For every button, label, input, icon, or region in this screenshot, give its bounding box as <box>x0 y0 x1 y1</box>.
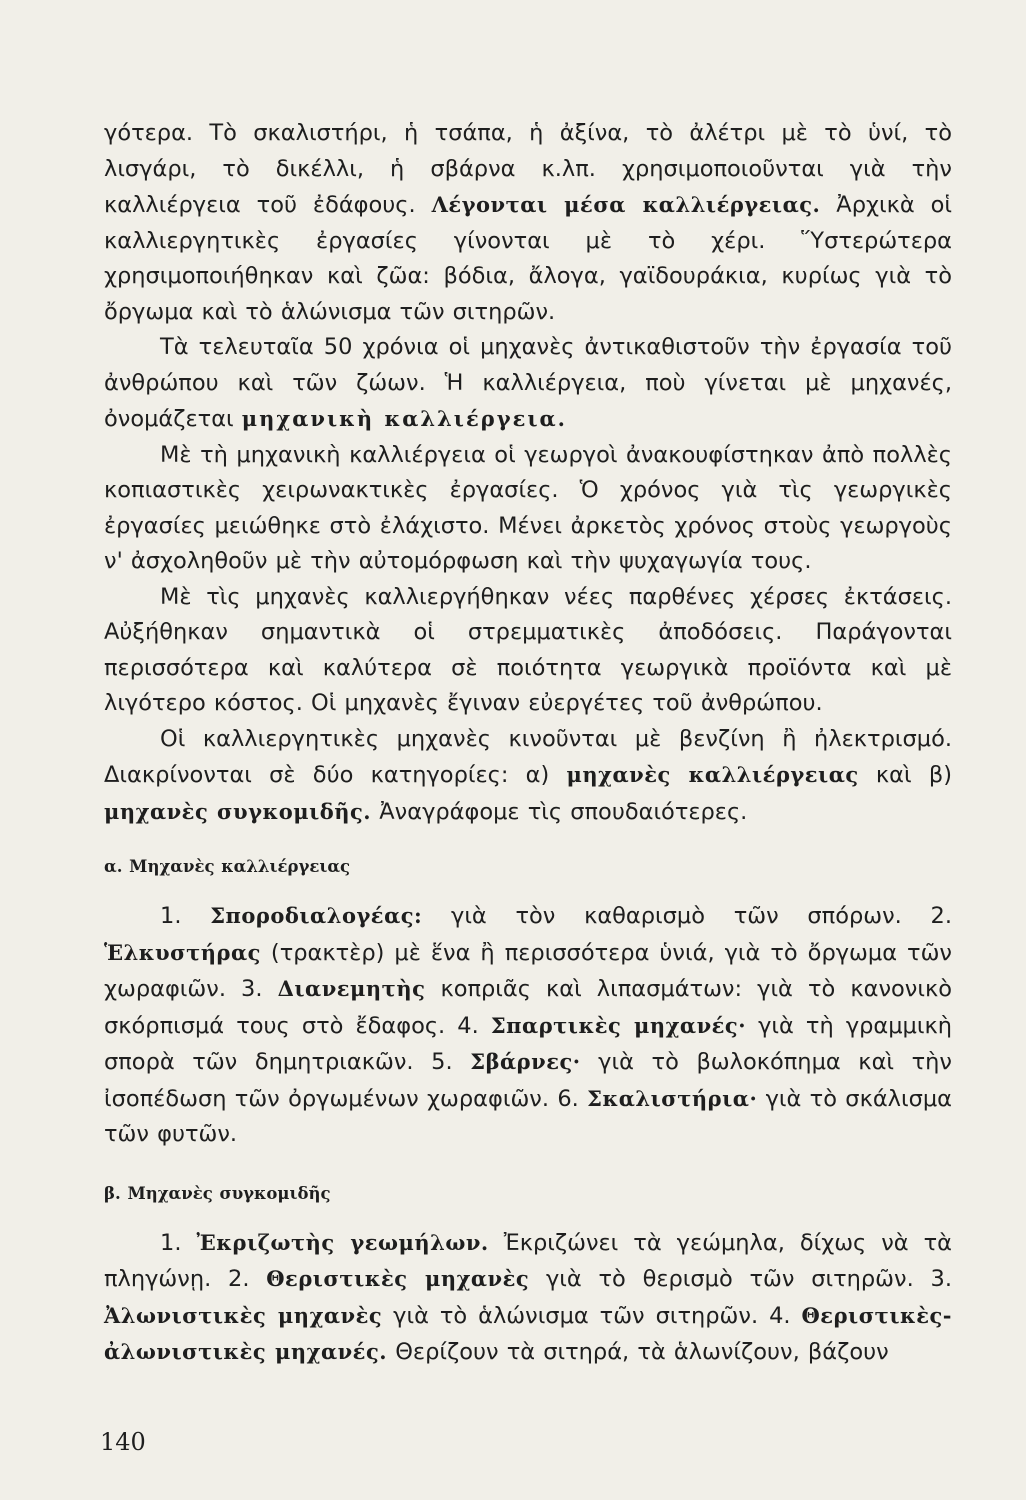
text-run: Ἐκριζώνει τὰ γεώμηλα, δίχως νὰ τὰ πληγώνῃ. 2. <box>104 1229 952 1292</box>
section-a-heading: α. Μηχανὲς καλλιέργειας <box>104 857 351 876</box>
bold-term: Ἐκριζωτὴς γεωμήλων. <box>196 1229 489 1255</box>
text-run: Οἱ καλλιεργητικὲς μηχανὲς κινοῦνται μὲ βενζίνη ἢ ἠλεκτρισμό. Διακρίνονται σὲ δύο κατηγορίες: α) <box>104 725 952 788</box>
bold-term: μηχανικὴ καλλιέργεια. <box>241 406 567 431</box>
text-run: γιὰ τὸ ἁλώνισμα τῶν σιτηρῶν. 4. <box>382 1302 802 1329</box>
text-run: (τρακτὲρ) μὲ ἕνα ἢ περισσότερα ὑνιά, γιὰ τὸ ὄργωμα τῶν χωραφιῶν. 3. <box>104 939 952 1002</box>
bold-term: μηχανὲς καλλιέργειας <box>566 762 859 787</box>
bold-term: Λέγονται μέσα καλλιέργειας. <box>431 192 821 217</box>
section-b-heading: β. Μηχανὲς συγκομιδῆς <box>104 1183 331 1203</box>
bold-term: Θεριστικὲς μηχανὲς <box>266 1266 530 1291</box>
text-run: γιὰ τὸ βωλοκόπημα καὶ τὴν ἰσοπέδωση τῶν ὀργωμένων χωραφιῶν. 6. <box>104 1049 952 1112</box>
bold-term: Διανεμητὴς <box>277 976 426 1001</box>
text-run: Τὰ τελευταῖα 50 χρόνια οἱ μηχανὲς ἀντικαθιστοῦν τὴν ἐργασία τοῦ ἀνθρώπου καὶ τῶν ζώων. Ἡ καλλιέργεια, ποὺ γίνεται μὲ μηχανές, ὀνομάζεται <box>104 334 952 432</box>
page-number: 140 <box>100 1428 146 1456</box>
text-run: καὶ β) <box>858 762 952 788</box>
text-run: γιὰ τὴ γραμμικὴ σπορὰ τῶν δημητριακῶν. 5. <box>104 1012 953 1075</box>
bold-term: Ἑλκυστήρας <box>104 939 261 965</box>
bold-term: Ἀλωνιστικὲς μηχανὲς <box>104 1302 383 1328</box>
text-run: 1. <box>160 903 211 929</box>
text-run: γιὰ τὸ σκάλισμα τῶν φυτῶν. <box>104 1085 952 1147</box>
text-run: 1. <box>160 1229 197 1256</box>
text-run: Ἀρχικὰ οἱ καλλιεργητικὲς ἐργασίες γίνονται μὲ τὸ χέρι. Ὕστερώτερα χρησιμοποιήθηκαν καὶ ζῶα: βόδια, ἄλογα, γαϊδουράκια, κυρίως γιὰ τὸ ὄργωμα καὶ τὸ ἁλώνισμα τῶν σιτηρῶν. <box>104 192 953 325</box>
paragraph-5 <box>104 722 952 831</box>
text-run: γιὰ τὸ θερισμὸ τῶν σιτηρῶν. 3. <box>529 1266 952 1292</box>
text-run: γιὰ τὸν καθαρισμὸ τῶν σπόρων. 2. <box>422 903 952 929</box>
bold-term: Σκαλιστήρια· <box>587 1085 758 1111</box>
section-a-list <box>104 898 952 1153</box>
paragraph-2 <box>104 330 952 438</box>
section-b-list <box>104 1225 952 1371</box>
body-text <box>104 116 952 1371</box>
text-run: Ἀναγράφομε τὶς σπουδαιότερες. <box>371 798 748 825</box>
bold-term: Σπαρτικὲς μηχανές· <box>490 1012 747 1038</box>
paragraph-4: Μὲ τὶς μηχανὲς καλλιεργήθηκαν νέες παρθένες χέρσες ἐκτάσεις. Αὐξήθηκαν σημαντικὰ οἱ στρεμματικὲς ἀποδόσεις. Παράγονται περισσότερα καὶ καλύτερα σὲ ποιότητα γεωργικὰ προϊόντα καὶ μὲ λιγότερο κόστος. Οἱ μηχανὲς ἔγιναν εὐεργέτες τοῦ ἀνθρώπου. <box>104 583 952 716</box>
bold-term: Σβάρνες· <box>470 1049 581 1074</box>
paragraph-1 <box>104 116 952 330</box>
text-run: Θερίζουν τὰ σιτηρά, τὰ ἁλωνίζουν, βάζουν <box>387 1339 889 1365</box>
text-run: γότερα. Τὸ σκαλιστήρι, ἡ τσάπα, ἡ ἀξίνα, τὸ ἀλέτρι μὲ τὸ ὑνί, τὸ λισγάρι, τὸ δικέλλι, ἡ σβάρνα κ.λπ. χρησιμοποιοῦνται γιὰ τὴν καλλιέργεια τοῦ ἐδάφους. <box>104 120 952 218</box>
text-run: κοπριᾶς καὶ λιπασμάτων: γιὰ τὸ κανονικὸ σκόρπισμά τους στὸ ἔδαφος. 4. <box>104 976 952 1039</box>
bold-term: Σποροδιαλογέας: <box>210 903 423 928</box>
bold-term: Θεριστικὲς-ἀλωνιστικὲς μηχανές. <box>104 1302 952 1364</box>
bold-term: μηχανὲς συγκομιδῆς. <box>104 798 372 824</box>
paragraph-3: Μὲ τὴ μηχανικὴ καλλιέργεια οἱ γεωργοὶ ἀνακουφίστηκαν ἀπὸ πολλὲς κοπιαστικὲς χειρωνακτικὲς ἐργασίες. Ὁ χρόνος γιὰ τὶς γεωργικὲς ἐργασίες μειώθηκε στὸ ἐλάχιστο. Μένει ἀρκετὸς χρόνος στοὺς γεωργοὺς ν' ἀσχοληθοῦν μὲ τὴν αὐτομόρφωση καὶ τὴν ψυχαγωγία τους. <box>104 441 952 574</box>
